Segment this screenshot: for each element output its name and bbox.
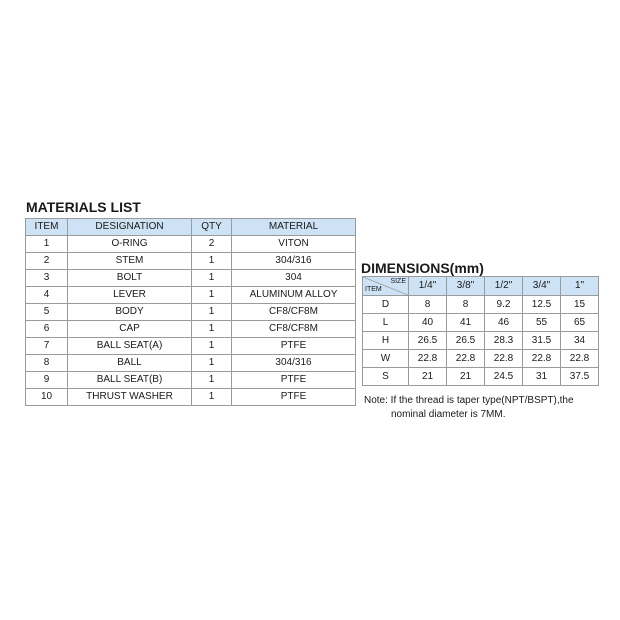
dimension-value-cell: 15 [561, 296, 599, 314]
cell-designation: BALL [68, 355, 192, 372]
dimension-value-cell: 21 [409, 368, 447, 386]
dimensions-row [363, 368, 599, 386]
dimension-value-cell: 21 [447, 368, 485, 386]
cell-designation: STEM [68, 253, 192, 270]
materials-list-title: MATERIALS LIST [26, 199, 141, 215]
materials-row [26, 355, 356, 372]
dimension-value-cell: 24.5 [485, 368, 523, 386]
dimension-value-cell: 40 [409, 314, 447, 332]
dimension-item-cell: D [363, 296, 409, 314]
cell-material: PTFE [232, 389, 356, 406]
dimension-item-cell: H [363, 332, 409, 350]
dimensions-table [362, 276, 599, 386]
cell-qty: 2 [192, 236, 232, 253]
dimensions-row [363, 296, 599, 314]
dimension-value-cell: 31 [523, 368, 561, 386]
materials-row [26, 253, 356, 270]
cell-designation: BALL SEAT(A) [68, 338, 192, 355]
size-header: 3/8" [447, 277, 485, 296]
cell-item: 2 [26, 253, 68, 270]
dimensions-row [363, 350, 599, 368]
cell-item: 7 [26, 338, 68, 355]
materials-row [26, 287, 356, 304]
corner-size-label: SIZE [390, 278, 406, 285]
dimension-item-cell: S [363, 368, 409, 386]
cell-qty: 1 [192, 338, 232, 355]
note-line-1: Note: If the thread is taper type(NPT/BSPT),the [364, 395, 574, 406]
dimension-item-cell: W [363, 350, 409, 368]
cell-item: 1 [26, 236, 68, 253]
dimension-value-cell: 22.8 [485, 350, 523, 368]
dimension-value-cell: 31.5 [523, 332, 561, 350]
size-header: 1/2" [485, 277, 523, 296]
dimension-value-cell: 34 [561, 332, 599, 350]
cell-qty: 1 [192, 372, 232, 389]
cell-qty: 1 [192, 321, 232, 338]
cell-item: 10 [26, 389, 68, 406]
dimension-value-cell: 22.8 [409, 350, 447, 368]
corner-item-label: ITEM [365, 286, 382, 293]
cell-qty: 1 [192, 270, 232, 287]
cell-material: PTFE [232, 372, 356, 389]
cell-material: PTFE [232, 338, 356, 355]
dimension-value-cell: 55 [523, 314, 561, 332]
cell-designation: BODY [68, 304, 192, 321]
dimension-value-cell: 12.5 [523, 296, 561, 314]
materials-table [25, 218, 356, 406]
cell-item: 8 [26, 355, 68, 372]
dimension-value-cell: 8 [409, 296, 447, 314]
cell-item: 4 [26, 287, 68, 304]
dimension-value-cell: 37.5 [561, 368, 599, 386]
size-header: 3/4" [523, 277, 561, 296]
cell-qty: 1 [192, 355, 232, 372]
materials-row [26, 304, 356, 321]
cell-material: ALUMINUM ALLOY [232, 287, 356, 304]
cell-designation: LEVER [68, 287, 192, 304]
dimension-value-cell: 8 [447, 296, 485, 314]
thread-note [364, 394, 604, 422]
cell-designation: CAP [68, 321, 192, 338]
cell-designation: THRUST WASHER [68, 389, 192, 406]
dimension-value-cell: 22.8 [447, 350, 485, 368]
dimension-value-cell: 46 [485, 314, 523, 332]
cell-material: CF8/CF8M [232, 321, 356, 338]
materials-row [26, 338, 356, 355]
dimension-value-cell: 28.3 [485, 332, 523, 350]
cell-material: VITON [232, 236, 356, 253]
dimension-item-cell: L [363, 314, 409, 332]
cell-qty: 1 [192, 304, 232, 321]
cell-material: CF8/CF8M [232, 304, 356, 321]
note-line-2: nominal diameter is 7MM. [391, 409, 506, 420]
materials-row [26, 321, 356, 338]
materials-row [26, 389, 356, 406]
cell-qty: 1 [192, 287, 232, 304]
header-designation: DESIGNATION [68, 219, 192, 236]
cell-item: 3 [26, 270, 68, 287]
cell-material: 304 [232, 270, 356, 287]
dimension-value-cell: 26.5 [447, 332, 485, 350]
size-header: 1" [561, 277, 599, 296]
cell-material: 304/316 [232, 253, 356, 270]
dimension-value-cell: 9.2 [485, 296, 523, 314]
header-item: ITEM [26, 219, 68, 236]
cell-designation: O-RING [68, 236, 192, 253]
header-material: MATERIAL [232, 219, 356, 236]
cell-material: 304/316 [232, 355, 356, 372]
dimensions-title: DIMENSIONS(mm) [361, 260, 484, 276]
materials-header-row [26, 219, 356, 236]
dimension-value-cell: 41 [447, 314, 485, 332]
dimension-value-cell: 22.8 [523, 350, 561, 368]
size-header: 1/4" [409, 277, 447, 296]
cell-item: 5 [26, 304, 68, 321]
header-qty: QTY [192, 219, 232, 236]
materials-row [26, 270, 356, 287]
dimensions-row [363, 314, 599, 332]
materials-row [26, 236, 356, 253]
materials-row [26, 372, 356, 389]
cell-designation: BOLT [68, 270, 192, 287]
cell-item: 9 [26, 372, 68, 389]
dimension-value-cell: 65 [561, 314, 599, 332]
dimension-value-cell: 22.8 [561, 350, 599, 368]
size-item-corner-cell [363, 277, 409, 296]
cell-qty: 1 [192, 389, 232, 406]
cell-designation: BALL SEAT(B) [68, 372, 192, 389]
dimensions-row [363, 332, 599, 350]
cell-qty: 1 [192, 253, 232, 270]
dimension-value-cell: 26.5 [409, 332, 447, 350]
cell-item: 6 [26, 321, 68, 338]
dimensions-header-row [363, 277, 599, 296]
